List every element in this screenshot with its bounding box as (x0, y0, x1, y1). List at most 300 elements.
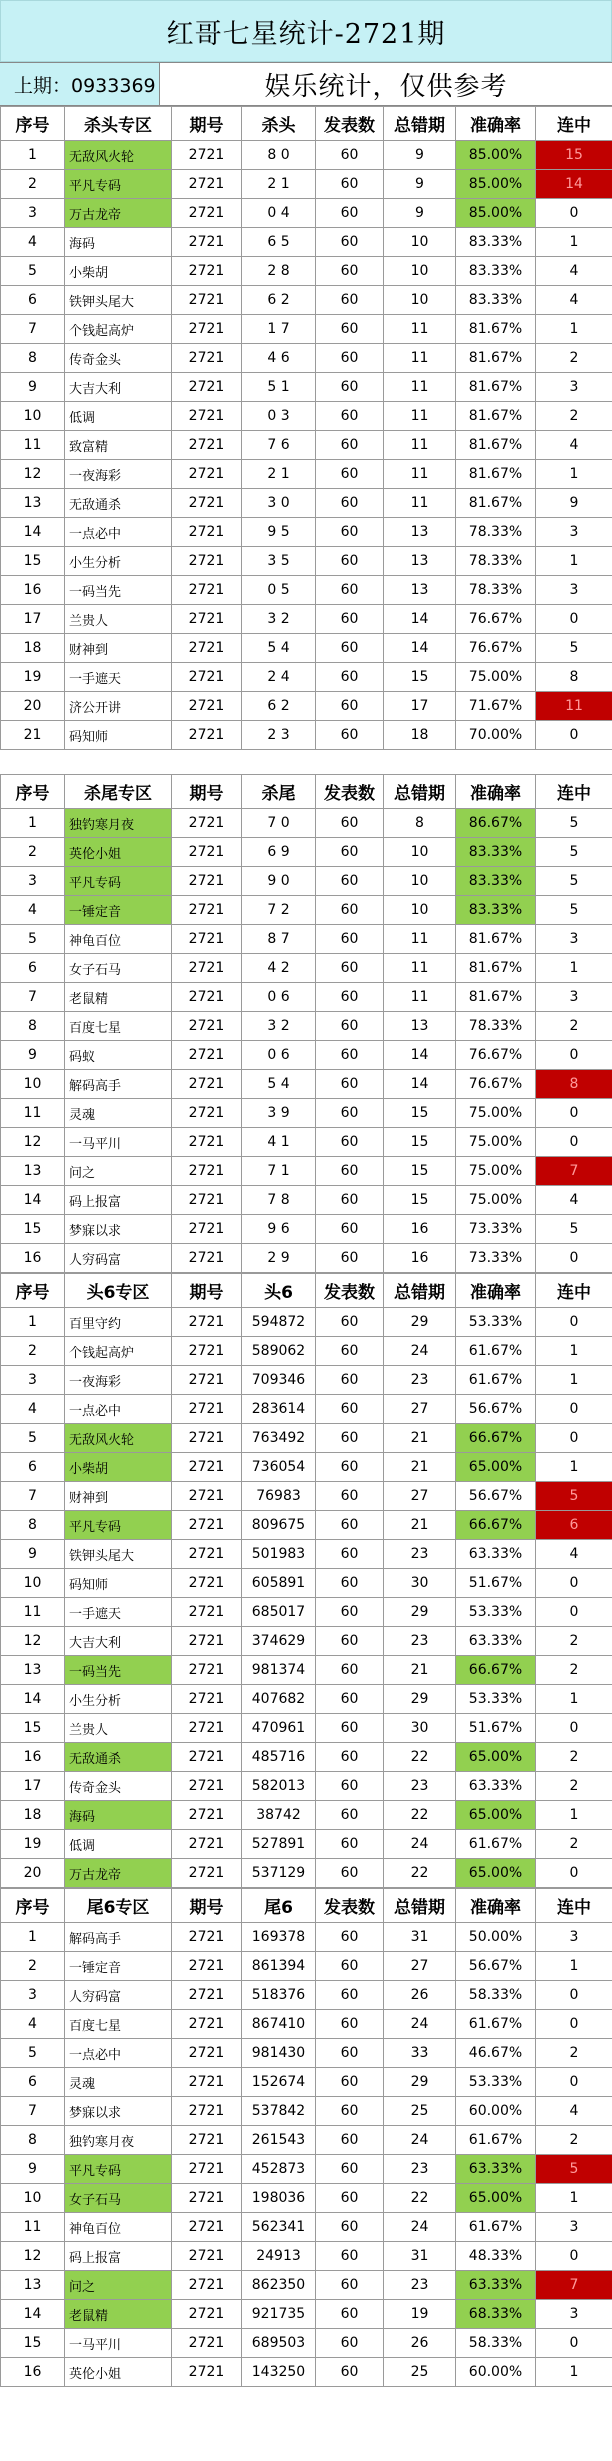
cell-predictor-name: 人穷码富 (65, 1981, 172, 2010)
cell-total-misses: 10 (384, 838, 456, 867)
cell-index: 4 (1, 228, 65, 257)
cell-predictor-name: 码知师 (65, 1569, 172, 1598)
cell-issue: 2721 (172, 1070, 242, 1099)
cell-issue: 2721 (172, 1981, 242, 2010)
cell-published-count: 60 (316, 344, 384, 373)
cell-streak: 0 (536, 1714, 612, 1743)
cell-accuracy: 78.33% (456, 518, 536, 547)
cell-streak: 5 (536, 1482, 612, 1511)
cell-total-misses: 21 (384, 1656, 456, 1685)
table-row (1, 2329, 612, 2358)
cell-streak: 5 (536, 809, 612, 838)
cell-index: 8 (1, 2126, 65, 2155)
cell-predictor-name: 小生分析 (65, 547, 172, 576)
cell-streak: 2 (536, 344, 612, 373)
column-header-index: 序号 (1, 1889, 65, 1923)
cell-prediction: 3 2 (242, 605, 316, 634)
cell-prediction: 169378 (242, 1923, 316, 1952)
cell-prediction: 589062 (242, 1337, 316, 1366)
stats-table (0, 1888, 612, 2387)
cell-published-count: 60 (316, 2097, 384, 2126)
cell-index: 16 (1, 1244, 65, 1273)
cell-index: 3 (1, 867, 65, 896)
cell-streak: 2 (536, 2126, 612, 2155)
cell-published-count: 60 (316, 199, 384, 228)
cell-index: 5 (1, 925, 65, 954)
cell-issue: 2721 (172, 1859, 242, 1888)
cell-issue: 2721 (172, 199, 242, 228)
table-row (1, 1070, 612, 1099)
cell-issue: 2721 (172, 141, 242, 170)
cell-total-misses: 13 (384, 547, 456, 576)
cell-total-misses: 24 (384, 1337, 456, 1366)
cell-total-misses: 13 (384, 1012, 456, 1041)
column-header-index: 序号 (1, 107, 65, 141)
table-row (1, 721, 612, 750)
cell-index: 12 (1, 2242, 65, 2271)
table-row (1, 1244, 612, 1273)
cell-index: 10 (1, 402, 65, 431)
cell-total-misses: 11 (384, 373, 456, 402)
cell-issue: 2721 (172, 2126, 242, 2155)
cell-total-misses: 14 (384, 1041, 456, 1070)
cell-prediction: 6 5 (242, 228, 316, 257)
cell-prediction: 2 9 (242, 1244, 316, 1273)
cell-total-misses: 9 (384, 170, 456, 199)
cell-predictor-name: 财神到 (65, 634, 172, 663)
cell-accuracy: 75.00% (456, 1157, 536, 1186)
cell-index: 13 (1, 489, 65, 518)
cell-issue: 2721 (172, 1540, 242, 1569)
cell-published-count: 60 (316, 1453, 384, 1482)
cell-streak: 3 (536, 518, 612, 547)
table-row (1, 431, 612, 460)
table-row (1, 2358, 612, 2387)
cell-accuracy: 53.33% (456, 2068, 536, 2097)
cell-prediction: 689503 (242, 2329, 316, 2358)
cell-prediction: 8 0 (242, 141, 316, 170)
table-row (1, 1099, 612, 1128)
cell-total-misses: 11 (384, 983, 456, 1012)
table-row (1, 925, 612, 954)
cell-index: 2 (1, 838, 65, 867)
cell-prediction: 0 4 (242, 199, 316, 228)
cell-streak: 1 (536, 1453, 612, 1482)
cell-issue: 2721 (172, 896, 242, 925)
cell-index: 17 (1, 1772, 65, 1801)
cell-published-count: 60 (316, 1656, 384, 1685)
cell-index: 13 (1, 1656, 65, 1685)
cell-prediction: 4 1 (242, 1128, 316, 1157)
table-row (1, 1453, 612, 1482)
stats-table (0, 1273, 612, 1888)
cell-published-count: 60 (316, 1215, 384, 1244)
cell-accuracy: 73.33% (456, 1215, 536, 1244)
table-row (1, 257, 612, 286)
cell-accuracy: 78.33% (456, 547, 536, 576)
table-row (1, 692, 612, 721)
table-row (1, 896, 612, 925)
cell-total-misses: 29 (384, 1308, 456, 1337)
cell-total-misses: 8 (384, 809, 456, 838)
table-row (1, 1830, 612, 1859)
cell-issue: 2721 (172, 1569, 242, 1598)
cell-total-misses: 10 (384, 257, 456, 286)
cell-index: 15 (1, 1714, 65, 1743)
cell-predictor-name: 女子石马 (65, 954, 172, 983)
cell-accuracy: 81.67% (456, 431, 536, 460)
cell-total-misses: 18 (384, 721, 456, 750)
cell-index: 12 (1, 1128, 65, 1157)
column-header-predictor-name: 头6专区 (65, 1274, 172, 1308)
cell-accuracy: 65.00% (456, 2184, 536, 2213)
column-header-predictor-name: 杀头专区 (65, 107, 172, 141)
cell-accuracy: 81.67% (456, 402, 536, 431)
cell-published-count: 60 (316, 1981, 384, 2010)
cell-published-count: 60 (316, 1830, 384, 1859)
cell-accuracy: 81.67% (456, 344, 536, 373)
table-row (1, 838, 612, 867)
cell-predictor-name: 致富精 (65, 431, 172, 460)
cell-streak: 11 (536, 692, 612, 721)
cell-predictor-name: 码知师 (65, 721, 172, 750)
cell-accuracy: 66.67% (456, 1424, 536, 1453)
cell-issue: 2721 (172, 2213, 242, 2242)
table-row (1, 983, 612, 1012)
cell-predictor-name: 一手遮天 (65, 663, 172, 692)
cell-issue: 2721 (172, 1685, 242, 1714)
cell-accuracy: 61.67% (456, 2010, 536, 2039)
cell-published-count: 60 (316, 2300, 384, 2329)
cell-issue: 2721 (172, 257, 242, 286)
cell-streak: 0 (536, 1598, 612, 1627)
cell-index: 8 (1, 344, 65, 373)
cell-accuracy: 81.67% (456, 983, 536, 1012)
cell-issue: 2721 (172, 170, 242, 199)
cell-streak: 2 (536, 1830, 612, 1859)
cell-issue: 2721 (172, 605, 242, 634)
cell-index: 17 (1, 605, 65, 634)
cell-index: 3 (1, 1366, 65, 1395)
table-row (1, 141, 612, 170)
cell-total-misses: 9 (384, 141, 456, 170)
cell-streak: 0 (536, 2329, 612, 2358)
cell-published-count: 60 (316, 286, 384, 315)
cell-streak: 1 (536, 1366, 612, 1395)
cell-issue: 2721 (172, 1598, 242, 1627)
cell-published-count: 60 (316, 1157, 384, 1186)
cell-prediction: 152674 (242, 2068, 316, 2097)
cell-total-misses: 23 (384, 1627, 456, 1656)
cell-predictor-name: 独钓寒月夜 (65, 2126, 172, 2155)
cell-streak: 6 (536, 1511, 612, 1540)
cell-accuracy: 63.33% (456, 1627, 536, 1656)
cell-total-misses: 10 (384, 286, 456, 315)
cell-accuracy: 65.00% (456, 1801, 536, 1830)
cell-prediction: 470961 (242, 1714, 316, 1743)
cell-index: 4 (1, 1395, 65, 1424)
column-header-issue: 期号 (172, 107, 242, 141)
table-header-row (1, 1274, 612, 1308)
cell-published-count: 60 (316, 1012, 384, 1041)
cell-index: 7 (1, 1482, 65, 1511)
cell-streak: 3 (536, 2213, 612, 2242)
cell-prediction: 283614 (242, 1395, 316, 1424)
cell-predictor-name: 灵魂 (65, 2068, 172, 2097)
cell-issue: 2721 (172, 1453, 242, 1482)
table-row (1, 1685, 612, 1714)
cell-published-count: 60 (316, 896, 384, 925)
cell-total-misses: 11 (384, 954, 456, 983)
cell-prediction: 1 7 (242, 315, 316, 344)
cell-index: 9 (1, 1041, 65, 1070)
cell-index: 1 (1, 1308, 65, 1337)
cell-issue: 2721 (172, 1395, 242, 1424)
cell-published-count: 60 (316, 315, 384, 344)
cell-prediction: 605891 (242, 1569, 316, 1598)
cell-published-count: 60 (316, 1337, 384, 1366)
cell-streak: 5 (536, 838, 612, 867)
cell-published-count: 60 (316, 1772, 384, 1801)
cell-prediction: 685017 (242, 1598, 316, 1627)
cell-issue: 2721 (172, 1337, 242, 1366)
cell-accuracy: 81.67% (456, 925, 536, 954)
cell-accuracy: 61.67% (456, 2126, 536, 2155)
cell-prediction: 3 2 (242, 1012, 316, 1041)
cell-streak: 0 (536, 1041, 612, 1070)
column-header-index: 序号 (1, 1274, 65, 1308)
table-row (1, 1627, 612, 1656)
cell-total-misses: 24 (384, 2213, 456, 2242)
column-header-issue: 期号 (172, 775, 242, 809)
cell-total-misses: 10 (384, 867, 456, 896)
cell-streak: 0 (536, 1395, 612, 1424)
cell-total-misses: 23 (384, 2271, 456, 2300)
cell-issue: 2721 (172, 1482, 242, 1511)
cell-streak: 0 (536, 1244, 612, 1273)
cell-streak: 0 (536, 1128, 612, 1157)
cell-streak: 1 (536, 460, 612, 489)
cell-prediction: 9 5 (242, 518, 316, 547)
cell-streak: 1 (536, 547, 612, 576)
cell-published-count: 60 (316, 2329, 384, 2358)
cell-prediction: 3 5 (242, 547, 316, 576)
table-row (1, 518, 612, 547)
cell-prediction: 594872 (242, 1308, 316, 1337)
cell-index: 19 (1, 663, 65, 692)
cell-predictor-name: 一马平川 (65, 2329, 172, 2358)
cell-issue: 2721 (172, 1186, 242, 1215)
cell-index: 16 (1, 2358, 65, 2387)
cell-predictor-name: 灵魂 (65, 1099, 172, 1128)
cell-streak: 3 (536, 373, 612, 402)
cell-issue: 2721 (172, 373, 242, 402)
cell-index: 18 (1, 1801, 65, 1830)
cell-published-count: 60 (316, 1801, 384, 1830)
cell-total-misses: 11 (384, 489, 456, 518)
cell-streak: 5 (536, 1215, 612, 1244)
cell-streak: 0 (536, 1099, 612, 1128)
cell-predictor-name: 兰贵人 (65, 1714, 172, 1743)
cell-total-misses: 22 (384, 1801, 456, 1830)
cell-total-misses: 21 (384, 1511, 456, 1540)
cell-issue: 2721 (172, 576, 242, 605)
cell-prediction: 198036 (242, 2184, 316, 2213)
cell-streak: 4 (536, 431, 612, 460)
cell-predictor-name: 传奇金头 (65, 344, 172, 373)
table-row (1, 809, 612, 838)
cell-published-count: 60 (316, 1482, 384, 1511)
table-row (1, 954, 612, 983)
cell-published-count: 60 (316, 954, 384, 983)
cell-published-count: 60 (316, 373, 384, 402)
cell-index: 11 (1, 431, 65, 460)
cell-total-misses: 29 (384, 1685, 456, 1714)
cell-total-misses: 11 (384, 402, 456, 431)
cell-index: 11 (1, 1598, 65, 1627)
cell-predictor-name: 百度七星 (65, 1012, 172, 1041)
cell-issue: 2721 (172, 954, 242, 983)
cell-accuracy: 83.33% (456, 896, 536, 925)
cell-accuracy: 50.00% (456, 1923, 536, 1952)
cell-published-count: 60 (316, 692, 384, 721)
cell-accuracy: 83.33% (456, 867, 536, 896)
cell-index: 7 (1, 315, 65, 344)
cell-index: 10 (1, 2184, 65, 2213)
cell-predictor-name: 百里守约 (65, 1308, 172, 1337)
table-header-row (1, 107, 612, 141)
cell-accuracy: 61.67% (456, 1830, 536, 1859)
cell-issue: 2721 (172, 2300, 242, 2329)
cell-index: 2 (1, 170, 65, 199)
cell-prediction: 7 1 (242, 1157, 316, 1186)
cell-total-misses: 15 (384, 663, 456, 692)
cell-predictor-name: 梦寐以求 (65, 2097, 172, 2126)
cell-index: 4 (1, 896, 65, 925)
cell-predictor-name: 一锤定音 (65, 1952, 172, 1981)
cell-published-count: 60 (316, 228, 384, 257)
cell-issue: 2721 (172, 2184, 242, 2213)
cell-accuracy: 71.67% (456, 692, 536, 721)
cell-published-count: 60 (316, 1952, 384, 1981)
cell-predictor-name: 一夜海彩 (65, 460, 172, 489)
cell-prediction: 407682 (242, 1685, 316, 1714)
cell-published-count: 60 (316, 983, 384, 1012)
table-row (1, 1012, 612, 1041)
cell-prediction: 5 4 (242, 634, 316, 663)
cell-issue: 2721 (172, 1308, 242, 1337)
cell-total-misses: 14 (384, 634, 456, 663)
column-header-accuracy: 准确率 (456, 775, 536, 809)
cell-issue: 2721 (172, 286, 242, 315)
cell-issue: 2721 (172, 1215, 242, 1244)
cell-issue: 2721 (172, 547, 242, 576)
cell-predictor-name: 解码高手 (65, 1923, 172, 1952)
cell-accuracy: 61.67% (456, 2213, 536, 2242)
column-header-index: 序号 (1, 775, 65, 809)
table-row (1, 1128, 612, 1157)
column-header-total-misses: 总错期 (384, 1274, 456, 1308)
cell-total-misses: 14 (384, 605, 456, 634)
cell-accuracy: 75.00% (456, 1099, 536, 1128)
cell-predictor-name: 一夜海彩 (65, 1366, 172, 1395)
cell-index: 6 (1, 1453, 65, 1482)
cell-prediction: 76983 (242, 1482, 316, 1511)
cell-index: 15 (1, 1215, 65, 1244)
cell-issue: 2721 (172, 518, 242, 547)
cell-index: 13 (1, 1157, 65, 1186)
cell-published-count: 60 (316, 1540, 384, 1569)
cell-accuracy: 75.00% (456, 1186, 536, 1215)
cell-published-count: 60 (316, 1308, 384, 1337)
cell-index: 3 (1, 199, 65, 228)
cell-total-misses: 24 (384, 2126, 456, 2155)
cell-predictor-name: 一码当先 (65, 1656, 172, 1685)
cell-predictor-name: 低调 (65, 402, 172, 431)
cell-accuracy: 51.67% (456, 1714, 536, 1743)
cell-streak: 0 (536, 1308, 612, 1337)
table-row (1, 605, 612, 634)
cell-published-count: 60 (316, 1070, 384, 1099)
cell-issue: 2721 (172, 2010, 242, 2039)
cell-streak: 1 (536, 2184, 612, 2213)
cell-prediction: 2 8 (242, 257, 316, 286)
cell-predictor-name: 无敌通杀 (65, 489, 172, 518)
cell-predictor-name: 一码当先 (65, 576, 172, 605)
cell-published-count: 60 (316, 141, 384, 170)
cell-streak: 4 (536, 2097, 612, 2126)
cell-predictor-name: 神龟百位 (65, 925, 172, 954)
column-header-streak: 连中 (536, 775, 612, 809)
cell-total-misses: 11 (384, 315, 456, 344)
cell-index: 4 (1, 2010, 65, 2039)
cell-predictor-name: 无敌通杀 (65, 1743, 172, 1772)
cell-issue: 2721 (172, 2068, 242, 2097)
cell-issue: 2721 (172, 1772, 242, 1801)
cell-published-count: 60 (316, 2126, 384, 2155)
cell-issue: 2721 (172, 809, 242, 838)
cell-index: 9 (1, 2155, 65, 2184)
cell-total-misses: 21 (384, 1453, 456, 1482)
cell-total-misses: 26 (384, 2329, 456, 2358)
cell-issue: 2721 (172, 721, 242, 750)
cell-total-misses: 13 (384, 576, 456, 605)
cell-streak: 15 (536, 141, 612, 170)
cell-index: 16 (1, 576, 65, 605)
cell-accuracy: 85.00% (456, 199, 536, 228)
cell-predictor-name: 海码 (65, 228, 172, 257)
cell-index: 14 (1, 1685, 65, 1714)
table-row (1, 315, 612, 344)
table-row (1, 2300, 612, 2329)
cell-accuracy: 58.33% (456, 1981, 536, 2010)
cell-index: 5 (1, 257, 65, 286)
section-spacer (0, 750, 612, 774)
cell-prediction: 2 1 (242, 170, 316, 199)
column-header-published-count: 发表数 (316, 775, 384, 809)
cell-prediction: 736054 (242, 1453, 316, 1482)
cell-predictor-name: 铁钾头尾大 (65, 1540, 172, 1569)
cell-index: 10 (1, 1070, 65, 1099)
cell-published-count: 60 (316, 1598, 384, 1627)
cell-streak: 1 (536, 315, 612, 344)
table-row (1, 2271, 612, 2300)
cell-published-count: 60 (316, 1511, 384, 1540)
cell-published-count: 60 (316, 2242, 384, 2271)
cell-index: 15 (1, 2329, 65, 2358)
cell-published-count: 60 (316, 1128, 384, 1157)
cell-predictor-name: 女子石马 (65, 2184, 172, 2213)
